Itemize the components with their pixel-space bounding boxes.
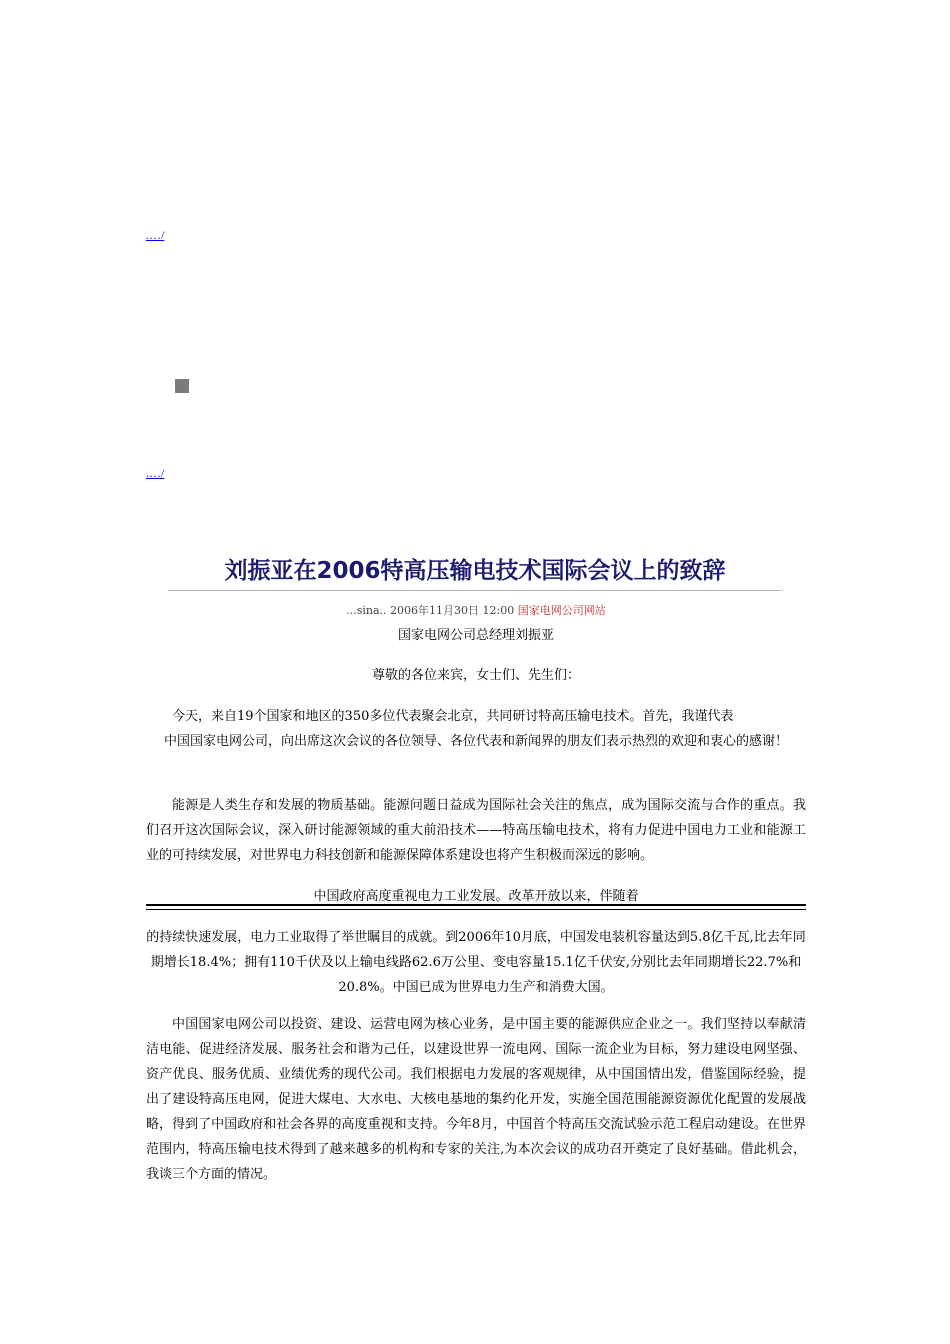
title-divider: [168, 590, 782, 591]
salutation: 尊敬的各位来宾，女士们、先生们：: [371, 668, 580, 683]
article-meta: [146, 604, 806, 618]
paragraph-1-line-1: 今天，来自19个国家和地区的350多位代表聚会北京，共同研讨特高压输电技术。首先，我谨代表: [172, 709, 734, 724]
paragraph-1: [146, 704, 806, 754]
placeholder-image-icon: [175, 379, 189, 393]
paragraph-3-tail: 的持续快速发展，电力工业取得了举世瞩目的成就。到2006年10月底，中国发电装机容量达到5.8亿千瓦,比去年同期增长18.4%；拥有110千伏及以上输电线路62.6万公里、变电容量15.1亿千伏安,分别比去年同期增长22.7%和20.8%。中国已成为世界电力生产和消费大国。: [146, 930, 806, 995]
article-title: 刘振亚在2006特高压输电技术国际会议上的致辞: [224, 558, 726, 584]
meta-date: ...sina.. 2006年11月30日 12:00: [346, 604, 515, 617]
paragraph-2: 能源是人类生存和发展的物质基础。能源问题日益成为国际社会关注的焦点，成为国际交流与合作的重点。我们召开这次国际会议，深入研讨能源领域的重大前沿技术——特高压输电技术，将有力促进中国电力工业和能源工业的可持续发展，对世界电力科技创新和能源保障体系建设也将产生积极而深远的影响。: [146, 798, 806, 863]
meta-source-link[interactable]: 国家电网公司网站: [517, 604, 606, 617]
paragraph-1-rest: 中国国家电网公司，向出席这次会议的各位领导、各位代表和新闻界的朋友们表示热烈的欢迎和衷心的感谢！: [163, 734, 788, 749]
byline: 国家电网公司总经理刘振亚: [397, 628, 554, 643]
top-link[interactable]: .…/: [146, 228, 165, 242]
middle-link[interactable]: .…/: [146, 466, 165, 480]
paragraph-4: 中国国家电网公司以投资、建设、运营电网为核心业务，是中国主要的能源供应企业之一。我们坚持以奉献清洁电能、促进经济发展、服务社会和谐为己任，以建设世界一流电网、国际一流企业为目标，努力建设电网坚强、资产优良、服务优质、业绩优秀的现代公司。我们根据电力发展的客观规律，从中国国情出发，借鉴国际经验，提出了建设特高压电网，促进大煤电、大水电、大核电基地的集约化开发，实施全国范围能源资源优化配置的发展战略，得到了中国政府和社会各界的高度重视和支持。今年8月，中国首个特高压交流试验示范工程启动建设。在世界范围内，特高压输电技术得到了越来越多的机构和专家的关注,为本次会议的成功召开奠定了良好基础。借此机会，我谈三个方面的情况。: [146, 1017, 806, 1182]
paragraph-3-head: 中国政府高度重视电力工业发展。改革开放以来，伴随着: [313, 889, 639, 904]
section-divider: [146, 904, 806, 910]
